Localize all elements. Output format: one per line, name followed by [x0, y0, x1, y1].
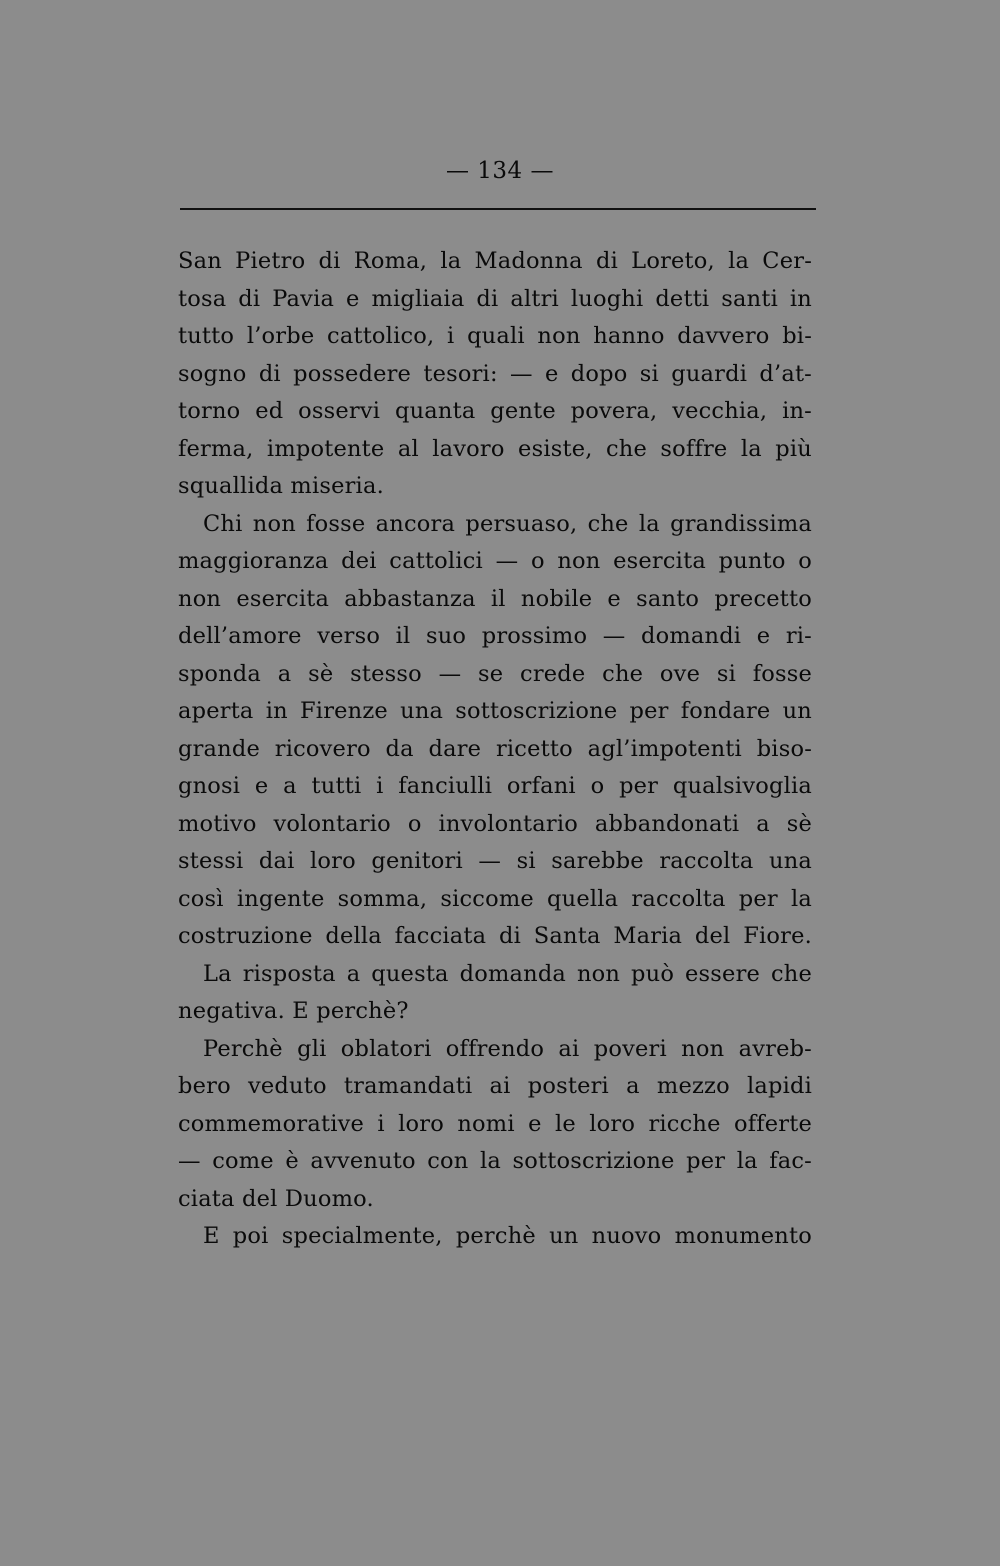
- text-line: gnosi e a tutti i fanciulli orfani o per qualsivoglia: [178, 773, 812, 799]
- text-line: squallida miseria.: [178, 473, 384, 499]
- text-line: grande ricovero da dare ricetto agl’impotenti biso-: [178, 735, 812, 762]
- header-rule: [180, 208, 816, 210]
- text-line: Perchè gli oblatori offrendo ai poveri non avreb-: [203, 1035, 812, 1062]
- text-line: — come è avvenuto con la sottoscrizione per la fac-: [178, 1148, 812, 1174]
- text-line: non esercita abbastanza il nobile e santo precetto: [178, 585, 812, 612]
- text-line: tutto l’orbe cattolico, i quali non hanno davvero bi-: [178, 323, 812, 349]
- text-line: torno ed osservi quanta gente povera, vecchia, in-: [178, 398, 812, 424]
- text-line: ciata del Duomo.: [178, 1185, 374, 1212]
- text-line: sogno di possedere tesori: — e dopo si guardi d’at-: [178, 360, 812, 387]
- text-line: ferma, impotente al lavoro esiste, che soffre la più: [178, 435, 812, 462]
- text-line: San Pietro di Roma, la Madonna di Loreto, la Cer-: [178, 248, 812, 274]
- text-line: tosa di Pavia e migliaia di altri luoghi detti santi in: [178, 285, 812, 312]
- text-line: commemorative i loro nomi e le loro ricche offerte: [178, 1110, 812, 1137]
- text-line: sponda a sè stesso — se crede che ove si fosse: [178, 660, 812, 687]
- text-line: aperta in Firenze una sottoscrizione per fondare un: [178, 698, 812, 724]
- body-text: [178, 243, 812, 1256]
- text-line: negativa. E perchè?: [178, 998, 409, 1024]
- text-line: stessi dai loro genitori — si sarebbe raccolta una: [178, 848, 812, 874]
- text-line: maggioranza dei cattolici — o non esercita punto o: [178, 548, 812, 574]
- text-line: motivo volontario o involontario abbandonati a sè: [178, 810, 812, 837]
- text-line: Chi non fosse ancora persuaso, che la grandissima: [203, 510, 812, 537]
- text-line: bero veduto tramandati ai posteri a mezzo lapidi: [178, 1073, 812, 1099]
- text-line: così ingente somma, siccome quella raccolta per la: [178, 885, 812, 912]
- text-line: La risposta a questa domanda non può essere che: [203, 960, 812, 987]
- text-line: E poi specialmente, perchè un nuovo monumento: [203, 1223, 812, 1249]
- text-line: dell’amore verso il suo prossimo — domandi e ri-: [178, 623, 812, 649]
- text-line: costruzione della facciata di Santa Maria del Fiore.: [178, 923, 812, 949]
- page-number: — 134 —: [445, 158, 555, 184]
